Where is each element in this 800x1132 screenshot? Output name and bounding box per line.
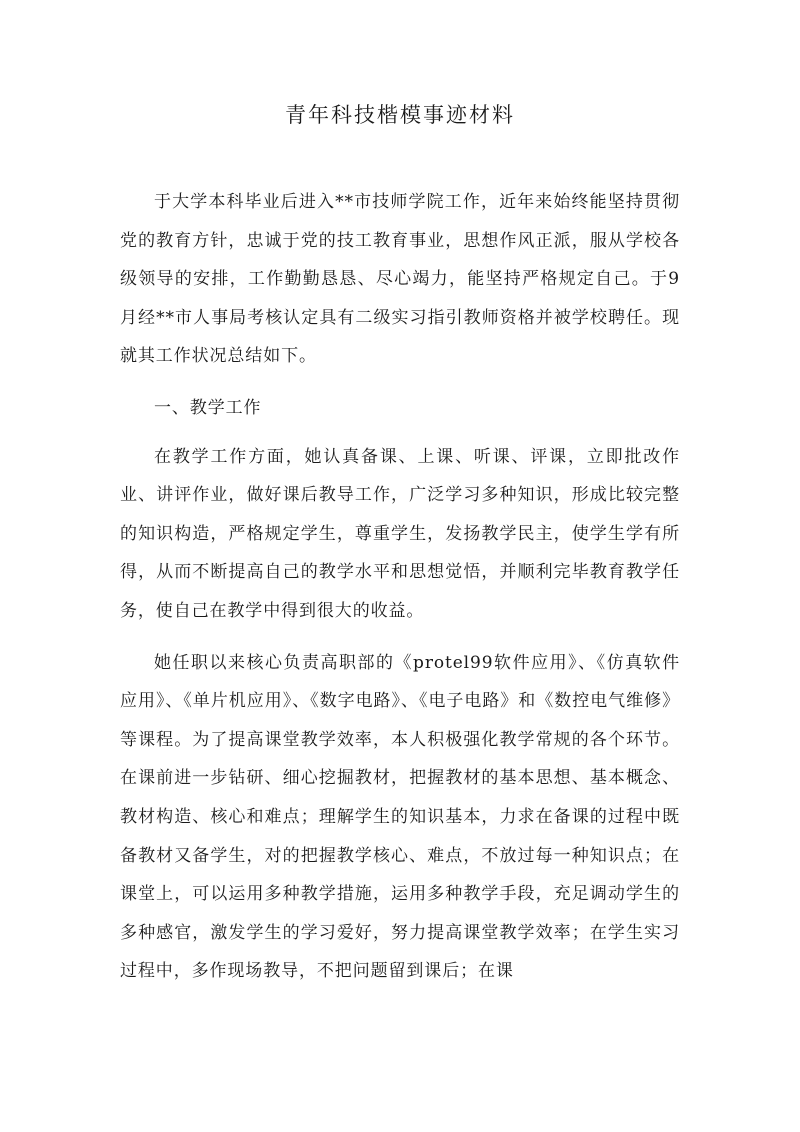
teaching-paragraph: 在教学工作方面，她认真备课、上课、听课、评课，立即批改作业、讲评作业，做好课后教导工作，广泛学习多种知识，形成比较完整的知识构造，严格规定学生，尊重学生，发扬教学民主，使学生学有所得，从而不断提高自己的教学水平和思想觉悟，并顺利完毕教育教学任务，使自己在教学中得到很大的收益。 [120, 446, 680, 621]
document-body [120, 183, 680, 1004]
section-heading-teaching: 一、教学工作 [154, 397, 262, 418]
intro-paragraph: 于大学本科毕业后进入**市技师学院工作，近年来始终能坚持贯彻党的教育方针，忠诚于党的技工教育事业，思想作风正派，服从学校各级领导的安排，工作勤勤恳恳、尽心竭力，能坚持严格规定自己。于9月经**市人事局考核认定具有二级实习指引教师资格并被学校聘任。现就其工作状况总结如下。 [120, 192, 680, 367]
courses-paragraph: 她任职以来核心负责高职部的《protel99软件应用》、《仿真软件应用》、《单片机应用》、《数字电路》、《电子电路》和《数控电气维修》等课程。为了提高课堂教学效率，本人积极强化教学常规的各个环节。在课前进一步钻研、细心挖掘教材，把握教材的基本思想、基本概念、教材构造、核心和难点；理解学生的知识基本，力求在备课的过程中既备教材又备学生，对的把握教学核心、难点，不放过每一种知识点；在课堂上，可以运用多种教学措施，运用多种教学手段，充足调动学生的多种感官，激发学生的学习爱好，努力提高课堂教学效率；在学生实习过程中，多作现场教导，不把问题留到课后；在课 [120, 652, 680, 982]
document-title: 青年科技楷模事迹材料 [285, 103, 515, 127]
